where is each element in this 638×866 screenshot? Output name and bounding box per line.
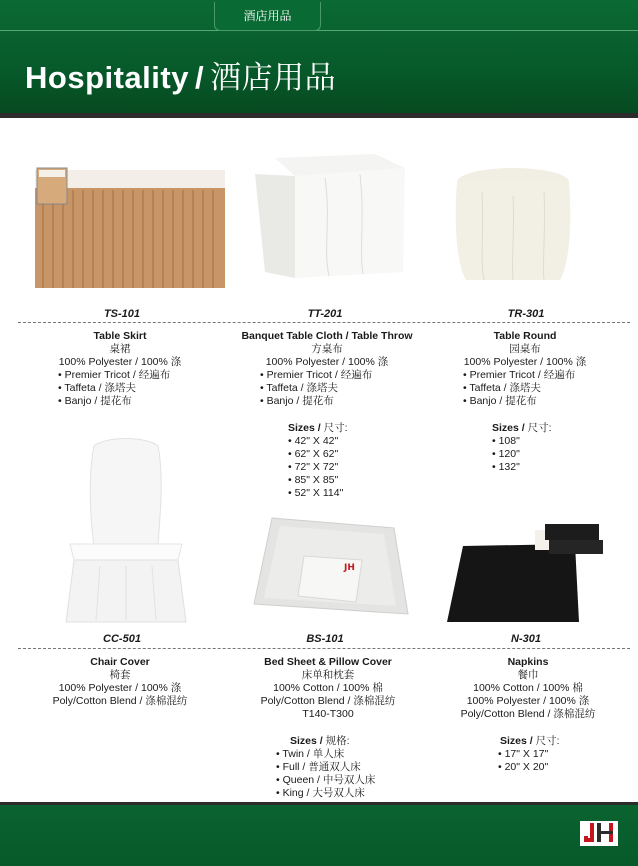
header-tab[interactable]: 酒店用品 <box>214 2 321 31</box>
title-separator: / <box>194 60 205 95</box>
product-code: N-301 <box>511 633 541 645</box>
size-item: • 62" X 62" <box>288 448 339 460</box>
chair-cover-photo <box>60 436 192 626</box>
size-item: • Full / 普通双人床 <box>276 761 361 773</box>
size-item: • 20" X 20" <box>498 761 549 773</box>
table-skirt-photo <box>35 165 225 293</box>
product-name: Napkins <box>507 656 549 668</box>
product-code: CC-501 <box>103 633 141 645</box>
product-material: Poly/Cotton Blend / 涤棉混纺 <box>460 708 596 720</box>
size-item: • 120" <box>492 448 520 460</box>
size-item: • 132" <box>492 461 520 473</box>
product-material: T140-T300 <box>302 708 354 720</box>
product-name: Bed Sheet & Pillow Cover <box>264 656 392 668</box>
product-material: 100% Cotton / 100% 棉 <box>273 682 383 694</box>
product-material: 100% Polyester / 100% 涤 <box>58 356 182 368</box>
bed-sheet-photo <box>244 512 414 628</box>
size-item: • 72" X 72" <box>288 461 339 473</box>
footer-divider <box>0 802 638 805</box>
title-en: Hospitality <box>25 60 189 95</box>
product-code: TR-301 <box>507 308 545 320</box>
product-code: BS-101 <box>306 633 344 645</box>
product-material: 100% Polyester / 100% 涤 <box>466 695 590 707</box>
product-name-cn: 餐巾 <box>517 669 539 681</box>
product-option: • Premier Tricot / 经遍布 <box>260 369 373 381</box>
product-name: Table Round <box>493 330 557 342</box>
product-code: TS-101 <box>103 308 141 320</box>
page-footer <box>0 802 638 866</box>
product-name-cn: 床单和枕套 <box>301 669 355 681</box>
product-material: Poly/Cotton Blend / 涤棉混纺 <box>52 695 188 707</box>
product-code: TT-201 <box>307 308 343 320</box>
sizes-heading <box>498 735 608 748</box>
product-details <box>455 330 595 474</box>
sizes-heading <box>276 735 416 748</box>
product-material: 100% Polyester / 100% 涤 <box>265 356 389 368</box>
product-option: • Taffeta / 涤塔夫 <box>58 382 136 394</box>
product-option: • Banjo / 提花布 <box>260 395 334 407</box>
product-name: Table Skirt <box>93 330 147 342</box>
row-divider <box>18 648 630 649</box>
product-details <box>448 656 608 774</box>
product-details <box>240 656 416 800</box>
napkins-photo <box>437 520 609 624</box>
product-name-cn: 园桌布 <box>509 343 541 355</box>
product-details <box>40 656 200 708</box>
product-option: • Taffeta / 涤塔夫 <box>260 382 338 394</box>
sizes-label: Sizes / <box>492 422 528 434</box>
product-name-cn: 椅套 <box>109 669 131 681</box>
product-details <box>50 330 190 408</box>
sizes-label: Sizes / <box>290 735 326 747</box>
product-option: • Premier Tricot / 经遍布 <box>463 369 576 381</box>
sizes-heading <box>288 422 422 435</box>
sizes-label-cn: 尺寸: <box>535 735 560 747</box>
header-divider <box>0 30 638 31</box>
jh-logo <box>578 818 620 848</box>
product-name-cn: 桌裙 <box>109 343 131 355</box>
product-material: 100% Cotton / 100% 棉 <box>473 682 583 694</box>
size-item: • 17" X 17" <box>498 748 549 760</box>
product-name: Chair Cover <box>90 656 150 668</box>
product-option: • Taffeta / 涤塔夫 <box>463 382 541 394</box>
size-item: • 42" X 42" <box>288 435 339 447</box>
product-option: • Premier Tricot / 经遍布 <box>58 369 171 381</box>
size-item: • 52" X 114" <box>288 487 344 499</box>
size-item: • 108" <box>492 435 520 447</box>
product-option: • Banjo / 提花布 <box>463 395 537 407</box>
product-name-cn: 方桌布 <box>311 343 343 355</box>
product-material: 100% Polyester / 100% 涤 <box>463 356 587 368</box>
svg-text:JH: JH <box>344 563 355 573</box>
row-divider <box>18 322 630 323</box>
size-item: • Twin / 单人床 <box>276 748 345 760</box>
size-item: • King / 大号双人床 <box>276 787 365 799</box>
size-item: • 85" X 85" <box>288 474 339 486</box>
sizes-label-cn: 尺寸: <box>527 422 552 434</box>
table-throw-photo <box>235 150 425 290</box>
sizes-label-cn: 尺寸: <box>323 422 348 434</box>
sizes-heading <box>492 422 595 435</box>
page-title <box>25 52 336 97</box>
sizes-label: Sizes / <box>500 735 536 747</box>
product-material: Poly/Cotton Blend / 涤棉混纺 <box>260 695 396 707</box>
sizes-label: Sizes / <box>288 422 324 434</box>
product-option: • Banjo / 提花布 <box>58 395 132 407</box>
header-bottom-bar <box>0 113 638 118</box>
product-details <box>232 330 422 500</box>
sizes-label-cn: 规格: <box>325 735 350 747</box>
product-material: 100% Polyester / 100% 涤 <box>58 682 182 694</box>
size-item: • Queen / 中号双人床 <box>276 774 376 786</box>
product-name: Banquet Table Cloth / Table Throw <box>241 330 413 342</box>
round-table-photo <box>452 162 574 286</box>
title-cn: 酒店用品 <box>210 60 337 95</box>
